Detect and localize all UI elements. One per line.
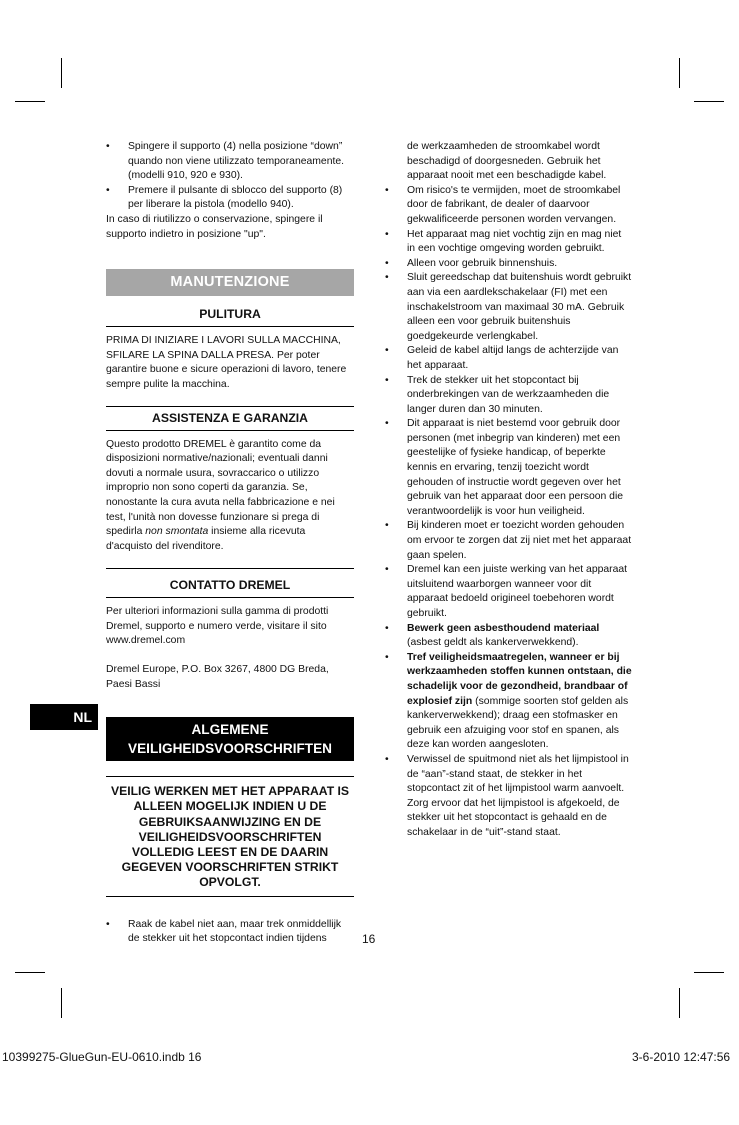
continuation-text: de werkzaamheden de stroomkabel wordt beschadigd of doorgesneden. Gebruik het apparaat nooit met een beschadigde kabel. bbox=[407, 141, 607, 182]
left-column bbox=[106, 140, 354, 947]
address-text: Dremel Europe, P.O. Box 3267, 4800 DG Breda, Paesi Bassi bbox=[106, 664, 329, 690]
list-item: • Premere il pulsante di sblocco del supporto (8) per liberare la pistola (modello 940). bbox=[106, 184, 354, 213]
footer-filename: 10399275-GlueGun-EU-0610.indb 16 bbox=[2, 1050, 202, 1064]
contact-text: Per ulteriori informazioni sulla gamma di prodotti Dremel, supporto e numero verde, visitare il sito www.dremel.com bbox=[106, 606, 329, 647]
warranty-text-part: insieme alla ricevuta d'acquisto del rivenditore. bbox=[106, 526, 306, 552]
list-item: • Dremel kan een juiste werking van het apparaat uitsluitend waarborgen wanneer voor dit apparaat bedoeld origineel toebehoren wordt gebruikt. bbox=[385, 563, 632, 621]
cleaning-heading: PULITURA bbox=[106, 307, 354, 327]
list-item: • Spingere il supporto (4) nella posizione “down” quando non viene utilizzato temporaneamente. (modelli 910, 920 e 930). bbox=[106, 140, 354, 184]
list-item: • Trek de stekker uit het stopcontact bij onderbrekingen van de werkzaamheden die langer duren dan 30 minuten. bbox=[385, 374, 632, 418]
crop-mark bbox=[694, 101, 724, 102]
reuse-paragraph: In caso di riutilizzo o conservazione, spingere il supporto indietro in posizione "up". bbox=[106, 213, 323, 240]
asbestos-bold: Bewerk geen asbesthoudend materiaal bbox=[407, 622, 600, 634]
crop-mark bbox=[61, 58, 62, 88]
list-item: • Bij kinderen moet er toezicht worden gehouden om ervoor te zorgen dat zij niet met het apparaat gaan spelen. bbox=[385, 519, 632, 563]
list-item: • Het apparaat mag niet vochtig zijn en mag niet in een vochtige omgeving worden gebruikt. bbox=[385, 228, 632, 257]
warranty-italic: non smontata bbox=[145, 526, 209, 538]
dust-rest: (sommige soorten stof gelden als kankerverwekkend); draag een stofmasker en gebruik een afzuiging voor stof en spanen, als deze kan worden aangesloten. bbox=[407, 695, 629, 751]
list-item: • Geleid de kabel altijd langs de achterzijde van het apparaat. bbox=[385, 344, 632, 373]
divider bbox=[106, 406, 354, 407]
list-item: • Alleen voor gebruik binnenshuis. bbox=[385, 257, 632, 272]
list-item bbox=[385, 622, 632, 651]
language-tab-nl: NL bbox=[30, 704, 98, 730]
crop-mark bbox=[679, 988, 680, 1018]
warranty-text-part: Questo prodotto DREMEL è garantito come da disposizioni normative/nazionali; eventuali danni dovuti a normale usura, sovraccarico o utilizzo improprio non sono coperti da garanzia. Se, nonostante la cura avuta nella fabbricazione e nei test, l'unità non dovesse funzionare si prega di spedirla bbox=[106, 438, 335, 538]
list-item: • Om risico's te vermijden, moet de stroomkabel door de fabrikant, de dealer of daarvoor gekwalificeerde personen worden vervangen. bbox=[385, 184, 632, 228]
crop-mark bbox=[15, 972, 45, 973]
divider bbox=[106, 568, 354, 569]
list-item: • Dit apparaat is niet bestemd voor gebruik door personen (met inbegrip van kinderen) met een geestelijke of fysieke handicap, of beperkte kennis en ervaring, tenzij toezicht wordt gehouden of instructie wordt gegeven over het gebruik van het apparaat door een persoon die verantwoordelijk is voor hun veiligheid. bbox=[385, 417, 632, 519]
safe-work-heading: VEILIG WERKEN MET HET APPARAAT IS ALLEEN MOGELIJK INDIEN U DE GEBRUIKSAANWIJZING EN DE VEILIGHEIDSVOORSCHRIFTEN VOLLEDIG LEEST EN DE DAARIN GEGEVEN VOORSCHRIFTEN STRIKT OPVOLGT. bbox=[106, 776, 354, 896]
footer-date: 3-6-2010 12:47:56 bbox=[632, 1050, 731, 1064]
list-item: • Verwissel de spuitmond niet als het lijmpistool in de “aan”-stand staat, de stekker in het stopcontact zit of het lijmpistool warm aanvoelt. Zorg ervoor dat het lijmpistool is afgekoeld, de stekker uit het stopcontact is gehaald en de schakelaar in de “uit”-stand staat. bbox=[385, 753, 632, 841]
asbestos-rest: (asbest geldt als kankerverwekkend). bbox=[407, 637, 579, 649]
crop-mark bbox=[15, 101, 45, 102]
list-item: • Sluit gereedschap dat buitenshuis wordt gebruikt aan via een aardlekschakelaar (FI) met een inschakelstroom van maximaal 30 mA. Gebruik alleen een voor gebruik buitenshuis goedgekeurde verlengkabel. bbox=[385, 271, 632, 344]
page-number: 16 bbox=[362, 932, 376, 946]
list-item bbox=[385, 651, 632, 753]
maintenance-heading: MANUTENZIONE bbox=[106, 269, 354, 296]
contact-heading: CONTATTO DREMEL bbox=[106, 578, 354, 598]
crop-mark bbox=[61, 988, 62, 1018]
dust-bold: Tref veiligheidsmaatregelen, wanneer er bij werkzaamheden stoffen kunnen ontstaan, die schadelijk voor de gezondheid, brandbaar of explosief zijn bbox=[407, 651, 632, 707]
warranty-text bbox=[106, 438, 354, 555]
safety-heading: ALGEMENE VEILIGHEIDSVOORSCHRIFTEN bbox=[106, 717, 354, 761]
warranty-heading: ASSISTENZA E GARANZIA bbox=[106, 411, 354, 431]
crop-mark bbox=[679, 58, 680, 88]
list-item: • Raak de kabel niet aan, maar trek onmiddellijk de stekker uit het stopcontact indien tijdens bbox=[106, 918, 354, 947]
right-column bbox=[385, 140, 632, 841]
cleaning-text: PRIMA DI INIZIARE I LAVORI SULLA MACCHINA, SFILARE LA SPINA DALLA PRESA. Per poter garantire buone e sicure operazioni di lavoro, tenere sempre pulite la macchina. bbox=[106, 335, 347, 390]
crop-mark bbox=[694, 972, 724, 973]
